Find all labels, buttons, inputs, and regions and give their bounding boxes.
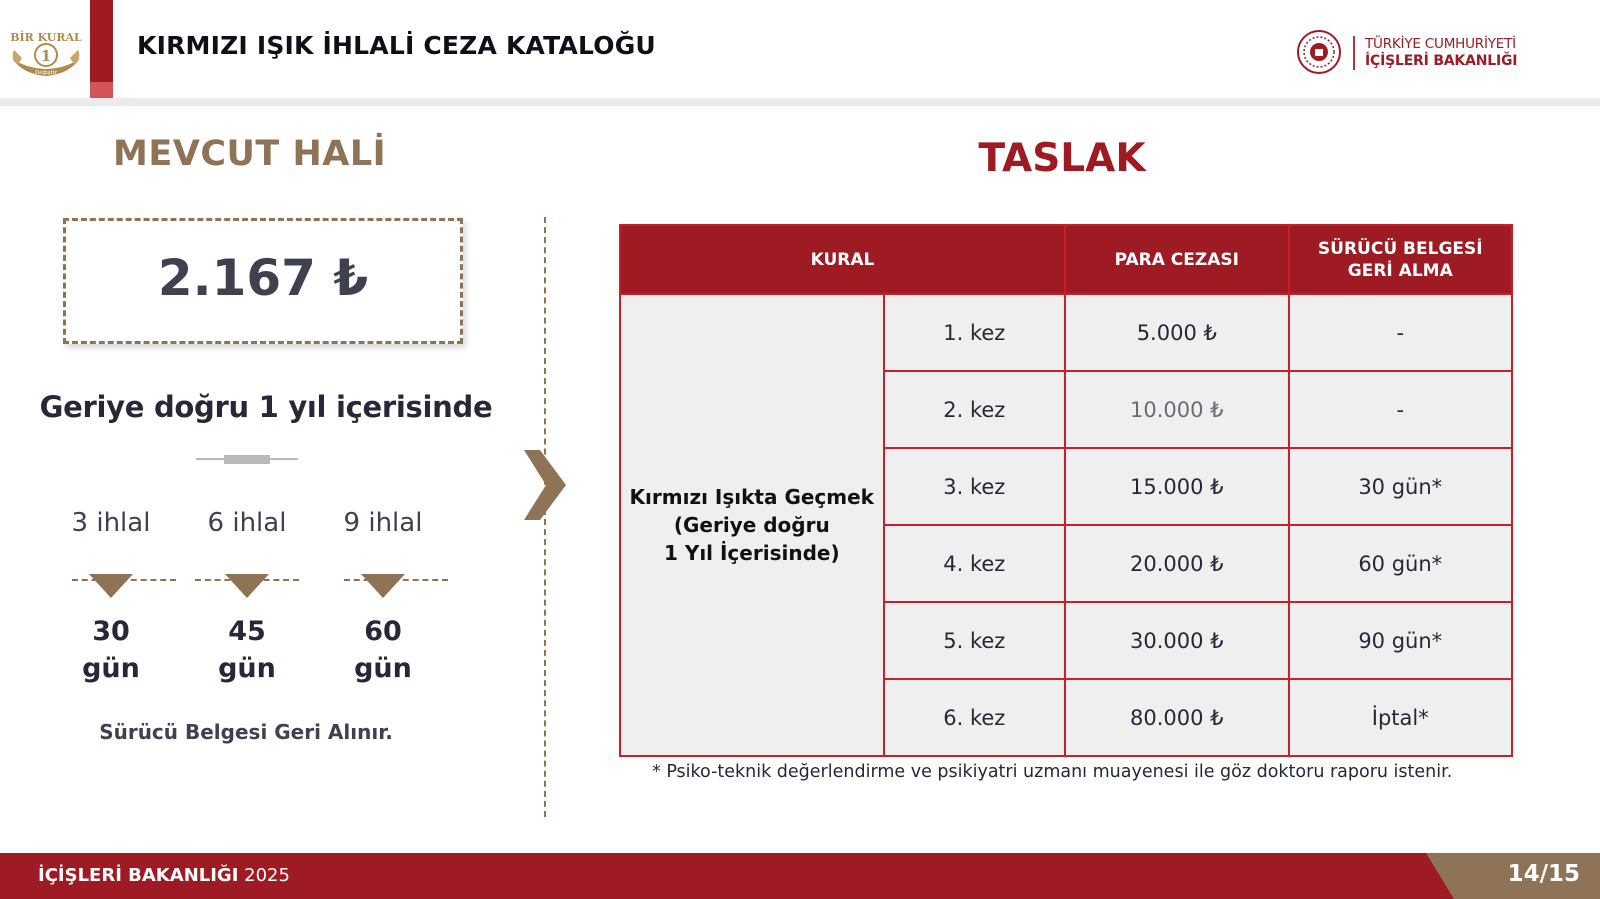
current-state-title: MEVCUT HALİ: [113, 134, 387, 174]
header-rule: KURAL: [620, 225, 1065, 294]
header-license-line1: SÜRÜCÜ BELGESİ: [1317, 238, 1483, 259]
footer-year: 2025: [244, 865, 290, 886]
suspension-unit: gün: [82, 653, 140, 684]
ministry-divider: [1353, 36, 1355, 70]
rule-line1: Kırmızı Işıkta Geçmek: [629, 485, 874, 509]
times-cell: 2. kez: [884, 371, 1065, 448]
license-cell: 90 gün*: [1289, 602, 1513, 679]
chevron-down-icon: [89, 574, 133, 598]
suspension-unit: gün: [218, 653, 276, 684]
violation-count: 9 ihlal: [343, 508, 423, 538]
header-fine: PARA CEZASI: [1065, 225, 1288, 294]
license-cell: 30 gün*: [1289, 448, 1513, 525]
ministry-line1: TÜRKİYE CUMHURİYETİ: [1365, 36, 1516, 52]
ministry-line2: İÇİŞLERİ BAKANLIĞI: [1365, 53, 1518, 69]
header-accent-strip: [90, 0, 113, 100]
times-cell: 4. kez: [884, 525, 1065, 602]
chevron-down-icon: [361, 574, 405, 598]
header-license-line2: GERİ ALMA: [1347, 260, 1453, 281]
fine-cell: 30.000 ₺: [1065, 602, 1288, 679]
current-fine-amount: 2.167 ₺: [157, 249, 369, 307]
fine-cell: 80.000 ₺: [1065, 679, 1288, 756]
svg-text:1: 1: [40, 47, 52, 65]
footer-org: [38, 865, 290, 886]
times-cell: 6. kez: [884, 679, 1065, 756]
small-divider-center: [224, 455, 270, 464]
times-cell: 1. kez: [884, 294, 1065, 371]
table-row: [620, 294, 1512, 371]
svg-text:BİR KURAL: BİR KURAL: [10, 31, 82, 44]
violation-count: 6 ihlal: [207, 508, 287, 538]
ministry-emblem-icon: [1296, 29, 1342, 75]
fine-cell: 5.000 ₺: [1065, 294, 1288, 371]
fine-cell: 10.000 ₺: [1065, 371, 1288, 448]
rule-line2: (Geriye doğru: [673, 513, 830, 537]
times-cell: 5. kez: [884, 602, 1065, 679]
header-divider: [0, 98, 1600, 106]
times-cell: 3. kez: [884, 448, 1065, 525]
ministry-name: [1365, 36, 1517, 70]
header-license: [1289, 225, 1513, 294]
rule-cell: [620, 294, 884, 756]
bir-kural-logo-icon: [8, 28, 84, 80]
license-cell: -: [1289, 294, 1513, 371]
fine-cell: 20.000 ₺: [1065, 525, 1288, 602]
revocation-note: Sürücü Belgesi Geri Alınır.: [99, 720, 393, 744]
draft-title: TASLAK: [978, 136, 1146, 181]
period-text: Geriye doğru 1 yıl içerisinde: [39, 390, 493, 424]
svg-text:Değiştir: Değiştir: [34, 70, 58, 76]
page-number: 14/15: [1507, 861, 1580, 887]
license-cell: 60 gün*: [1289, 525, 1513, 602]
suspension-days: 30: [92, 616, 130, 647]
fine-cell: 15.000 ₺: [1065, 448, 1288, 525]
license-cell: -: [1289, 371, 1513, 448]
current-fine-box: [63, 218, 463, 344]
table-header-row: [620, 225, 1512, 294]
footer-org-name: İÇİŞLERİ BAKANLIĞI: [38, 865, 239, 886]
suspension-days: 45: [228, 616, 266, 647]
suspension-days: 60: [364, 616, 402, 647]
rule-line3: 1 Yıl İçerisinde): [663, 541, 840, 565]
chevron-right-icon: [524, 450, 566, 520]
violation-count: 3 ihlal: [71, 508, 151, 538]
slide-header: [0, 0, 1600, 100]
penalty-table: [619, 224, 1513, 757]
slide-title: KIRMIZI IŞIK İHLALİ CEZA KATALOĞU: [137, 31, 656, 60]
chevron-down-icon: [225, 574, 269, 598]
suspension-unit: gün: [354, 653, 412, 684]
table-footnote: * Psiko-teknik değerlendirme ve psikiyatri uzmanı muayenesi ile göz doktoru raporu istenir.: [652, 762, 1453, 782]
license-cell: İptal*: [1289, 679, 1513, 756]
